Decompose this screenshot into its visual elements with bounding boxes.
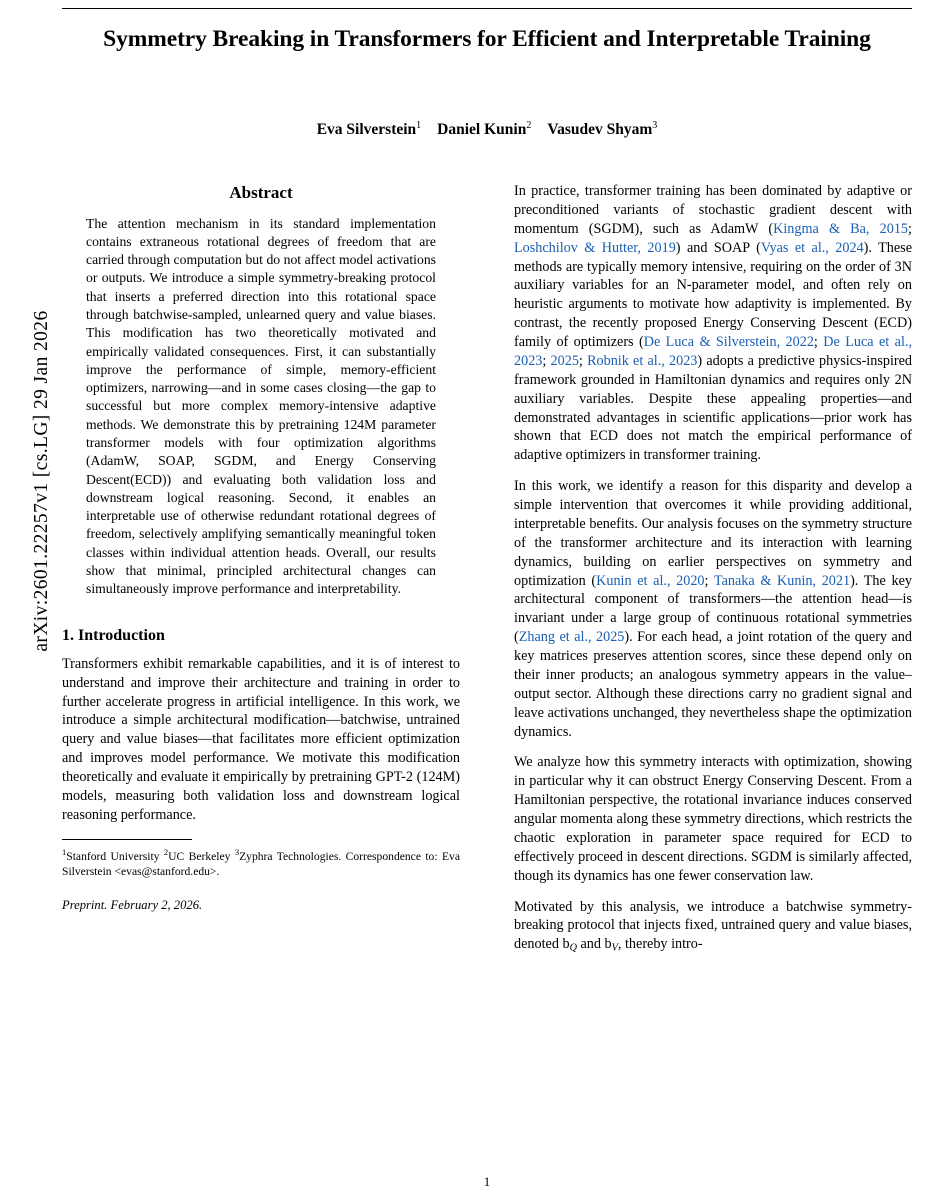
intro-paragraph-1: Transformers exhibit remarkable capabilities, and it is of interest to understand and improve their architecture and training in order to further accelerate progress in artificial intelligence. In this work, we introduce a simple architectural modification—batchwise, untrained query and value biases—that facilitates more efficient optimization and improves model performance. We motivate this modification theoretically and evaluate it empirically by pretraining GPT-2 (124M) models, measuring both validation loss and downstream logical reasoning performance. — [62, 655, 460, 823]
footnote-marker-3: 3 — [234, 846, 240, 857]
footnote-divider — [62, 839, 192, 840]
page-title: Symmetry Breaking in Transformers for Efficient and Interpretable Training — [103, 26, 871, 52]
correspondence-note: Correspondence to: Eva Silverstein <evas@stanford.edu>. — [62, 849, 460, 878]
left-column — [62, 182, 460, 914]
paper-content — [62, 0, 912, 1200]
author-2-affil-marker: 2 — [526, 120, 532, 131]
footnote-affiliations — [62, 847, 460, 879]
abstract-heading: Abstract — [229, 183, 293, 202]
citation-link[interactable]: Kingma & Ba, 2015 — [773, 220, 909, 237]
footnote-marker-1: 1 — [62, 846, 67, 857]
author-1-affil-marker: 1 — [416, 120, 422, 131]
citation-link[interactable]: Kunin et al., 2020 — [596, 572, 705, 589]
citation-link[interactable]: Robnik et al., 2023 — [587, 352, 698, 369]
affiliation-2: UC Berkeley — [168, 849, 231, 863]
arxiv-stamp: arXiv:2601.22257v1 [cs.LG] 29 Jan 2026 — [31, 310, 52, 652]
author-list — [62, 120, 912, 139]
citation-link[interactable]: Loshchilov & Hutter, 2019 — [514, 239, 676, 256]
citation-link[interactable]: Tanaka & Kunin, 2021 — [713, 572, 851, 589]
preprint-note: Preprint. February 2, 2026. — [62, 898, 203, 913]
author-3: Vasudev Shyam$^3$ — [547, 120, 658, 139]
citation-link[interactable]: Zhang et al., 2025 — [518, 629, 625, 646]
top-rule — [62, 8, 912, 9]
author-3-affil-marker: 3 — [652, 120, 658, 131]
footnote-marker-2: 2 — [163, 846, 169, 857]
page-number: 1 — [483, 1174, 491, 1189]
right-paragraph-3: We analyze how this symmetry interacts with optimization, showing in particular why it can obstruct Energy Conserving Descent. From a Hamiltonian perspective, the rotational invariance induces conserved angular momenta along these symmetry directions, which restricts the chaotic exploration in parameter space required for ECD to effectively proceed in descent directions. SGDM is similarly affected, though its dynamics has one fewer conservation law. — [514, 754, 912, 884]
citation-link[interactable]: De Luca et al., 2023 — [514, 334, 912, 369]
citation-link[interactable]: De Luca & Silverstein, 2022 — [643, 334, 814, 350]
affiliation-3: Zyphra Technologies. — [239, 849, 342, 863]
citation-link[interactable]: 2025 — [550, 352, 579, 369]
right-column — [514, 182, 912, 967]
abstract-body: The attention mechanism in its standard implementation contains extraneous rotational degrees of freedom that are carried through computation but do not affect model activations or outputs. We introduce a simple symmetry-breaking protocol that inserts a preferred direction into this rotational space through batchwise-sampled, unlearned query and value biases. This modification has two theoretically motivated and empirically validated consequences. First, it can substantially improve the performance of simple, memory-efficient optimizers, narrowing—and in some cases closing—the gap to successful but more complex memory-intensive adaptive methods. We demonstrate this by pretraining 124M parameter transformer models with four optimization algorithms (AdamW, SOAP, SGDM, and Energy Conserving Descent(ECD)) and evaluating both validation loss and downstream logical reasoning. Second, it enables an interpretable use of otherwise redundant rotational degrees of freedom, selectively amplifying semantically meaningful token classes within individual attention heads. Overall, our results show that minimal, principled architectural changes can simultaneously improve performance and interpretability. — [86, 215, 436, 597]
right-paragraph-2: In this work, we identify a reason for this disparity and develop a simple intervention that overcomes it while providing additional, interpretable benefits. Our analysis focuses on the symmetry structure of the transformer architecture and its interaction with learning dynamics, building on earlier perspectives on symmetry and optimization (Kunin et al., 2020; Tanaka & Kunin, 2021). The key architectural component of transformers—the attention head—is invariant under a large group of continuous rotational symmetries (Zhang et al., 2025). For each head, a joint rotation of the query and key matrices preserves attention scores, since these depend only on their inner products; an analogous symmetry appears in the value–output sector. Although these directions carry no gradient signal and leave activations unchanged, they nevertheless shape the optimization dynamics. — [514, 478, 912, 740]
right-paragraph-1: In practice, transformer training has been dominated by adaptive or preconditioned variants of stochastic gradient descent with momentum (SGDM), such as AdamW (Kingma & Ba, 2015; Loshchilov & Hutter, 2019) and SOAP (Vyas et al., 2024). These methods are typically memory intensive, requiring on the order of 3N auxiliary variables for an N-parameter model, and often rely on heuristic arguments to motivate how adaptivity is implemented. By contrast, the recently proposed Energy Conserving Descent (ECD) family of optimizers (De Luca & Silverstein, 2022; De Luca et al., 2023; 2025; Robnik et al., 2023) adopts a predictive physics-inspired framework grounded in Hamiltonian dynamics and requires only 2N auxiliary variables. Despite these appealing properties—and demonstrated advantages in scientific applications—prior work has shown that ECD does not match the empirical performance of adaptive optimizers in transformer training. — [514, 183, 913, 464]
author-2: Daniel Kunin$^2$ — [437, 120, 532, 139]
author-1: Eva Silverstein$^1$ — [316, 120, 422, 139]
affiliation-1: Stanford University — [66, 849, 160, 863]
section-heading-introduction: 1. Introduction — [62, 626, 165, 644]
right-paragraph-4: Motivated by this analysis, we introduce a batchwise symmetry-breaking protocol that injects fixed, untrained query and value biases, denoted $b_Q$ and $b_V$, thereby intro- — [514, 898, 912, 954]
citation-link[interactable]: Vyas et al., 2024 — [760, 239, 864, 256]
